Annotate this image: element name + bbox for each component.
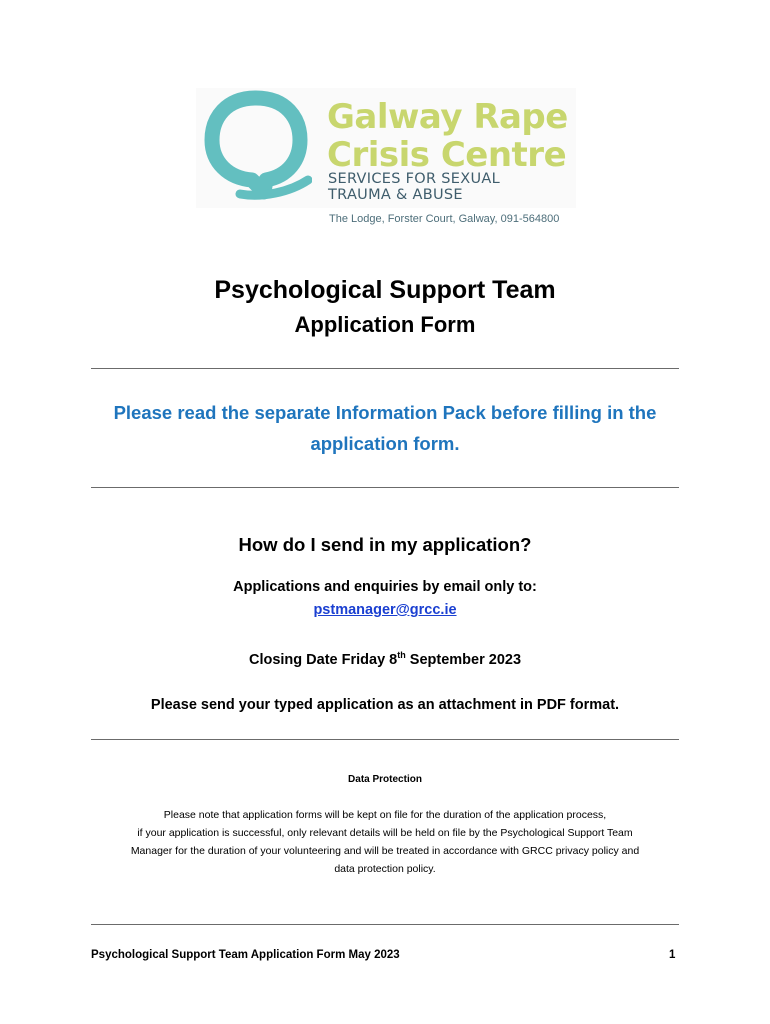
email-link[interactable]: pstmanager@grcc.ie: [313, 602, 457, 618]
data-protection-line: Manager for the duration of your volunteering and will be treated in accordance with GRCC privacy policy and: [130, 845, 640, 857]
organization-logo: [196, 88, 576, 208]
divider: [91, 739, 679, 740]
closing-date-superscript: th: [397, 650, 406, 660]
information-pack-notice: Please read the separate Information Pack before filling in the application form.: [113, 402, 657, 454]
logo-name-line2: Crisis Centre: [327, 135, 567, 175]
data-protection-body: [91, 806, 679, 878]
footer-divider: [91, 924, 679, 925]
logo-name-line1: Galway Rape: [327, 97, 568, 137]
page-subtitle: Application Form: [294, 312, 476, 337]
footer-document-title: Psychological Support Team Application Form May 2023: [91, 949, 400, 961]
closing-date-prefix: Closing Date Friday 8: [248, 651, 398, 668]
data-protection-line: Please note that application forms will be kept on file for the duration of the application process,: [163, 809, 607, 821]
logo-tagline-line2: TRAUMA & ABUSE: [328, 187, 463, 203]
pdf-instruction: Please send your typed application as an attachment in PDF format.: [150, 697, 620, 713]
logo-tagline-line1: SERVICES FOR SEXUAL: [328, 171, 500, 187]
speech-bubble-icon: [200, 88, 312, 204]
applications-text: Applications and enquiries by email only to:: [233, 579, 537, 595]
address-line: The Lodge, Forster Court, Galway, 091-564800: [329, 213, 560, 225]
data-protection-title: Data Protection: [348, 774, 422, 785]
data-protection-line: if your application is successful, only relevant details will be held on file by the Psychological Support Team: [137, 827, 633, 839]
divider: [91, 487, 679, 488]
divider: [91, 368, 679, 369]
logo-wordmark: [327, 98, 568, 174]
closing-date-suffix: September 2023: [405, 651, 522, 668]
page-title: Psychological Support Team: [214, 276, 556, 304]
closing-date: [0, 650, 770, 668]
how-to-send-heading: How do I send in my application?: [238, 534, 532, 555]
data-protection-line: data protection policy.: [334, 863, 436, 875]
page-number: 1: [669, 949, 676, 961]
logo-tagline: [328, 171, 500, 203]
